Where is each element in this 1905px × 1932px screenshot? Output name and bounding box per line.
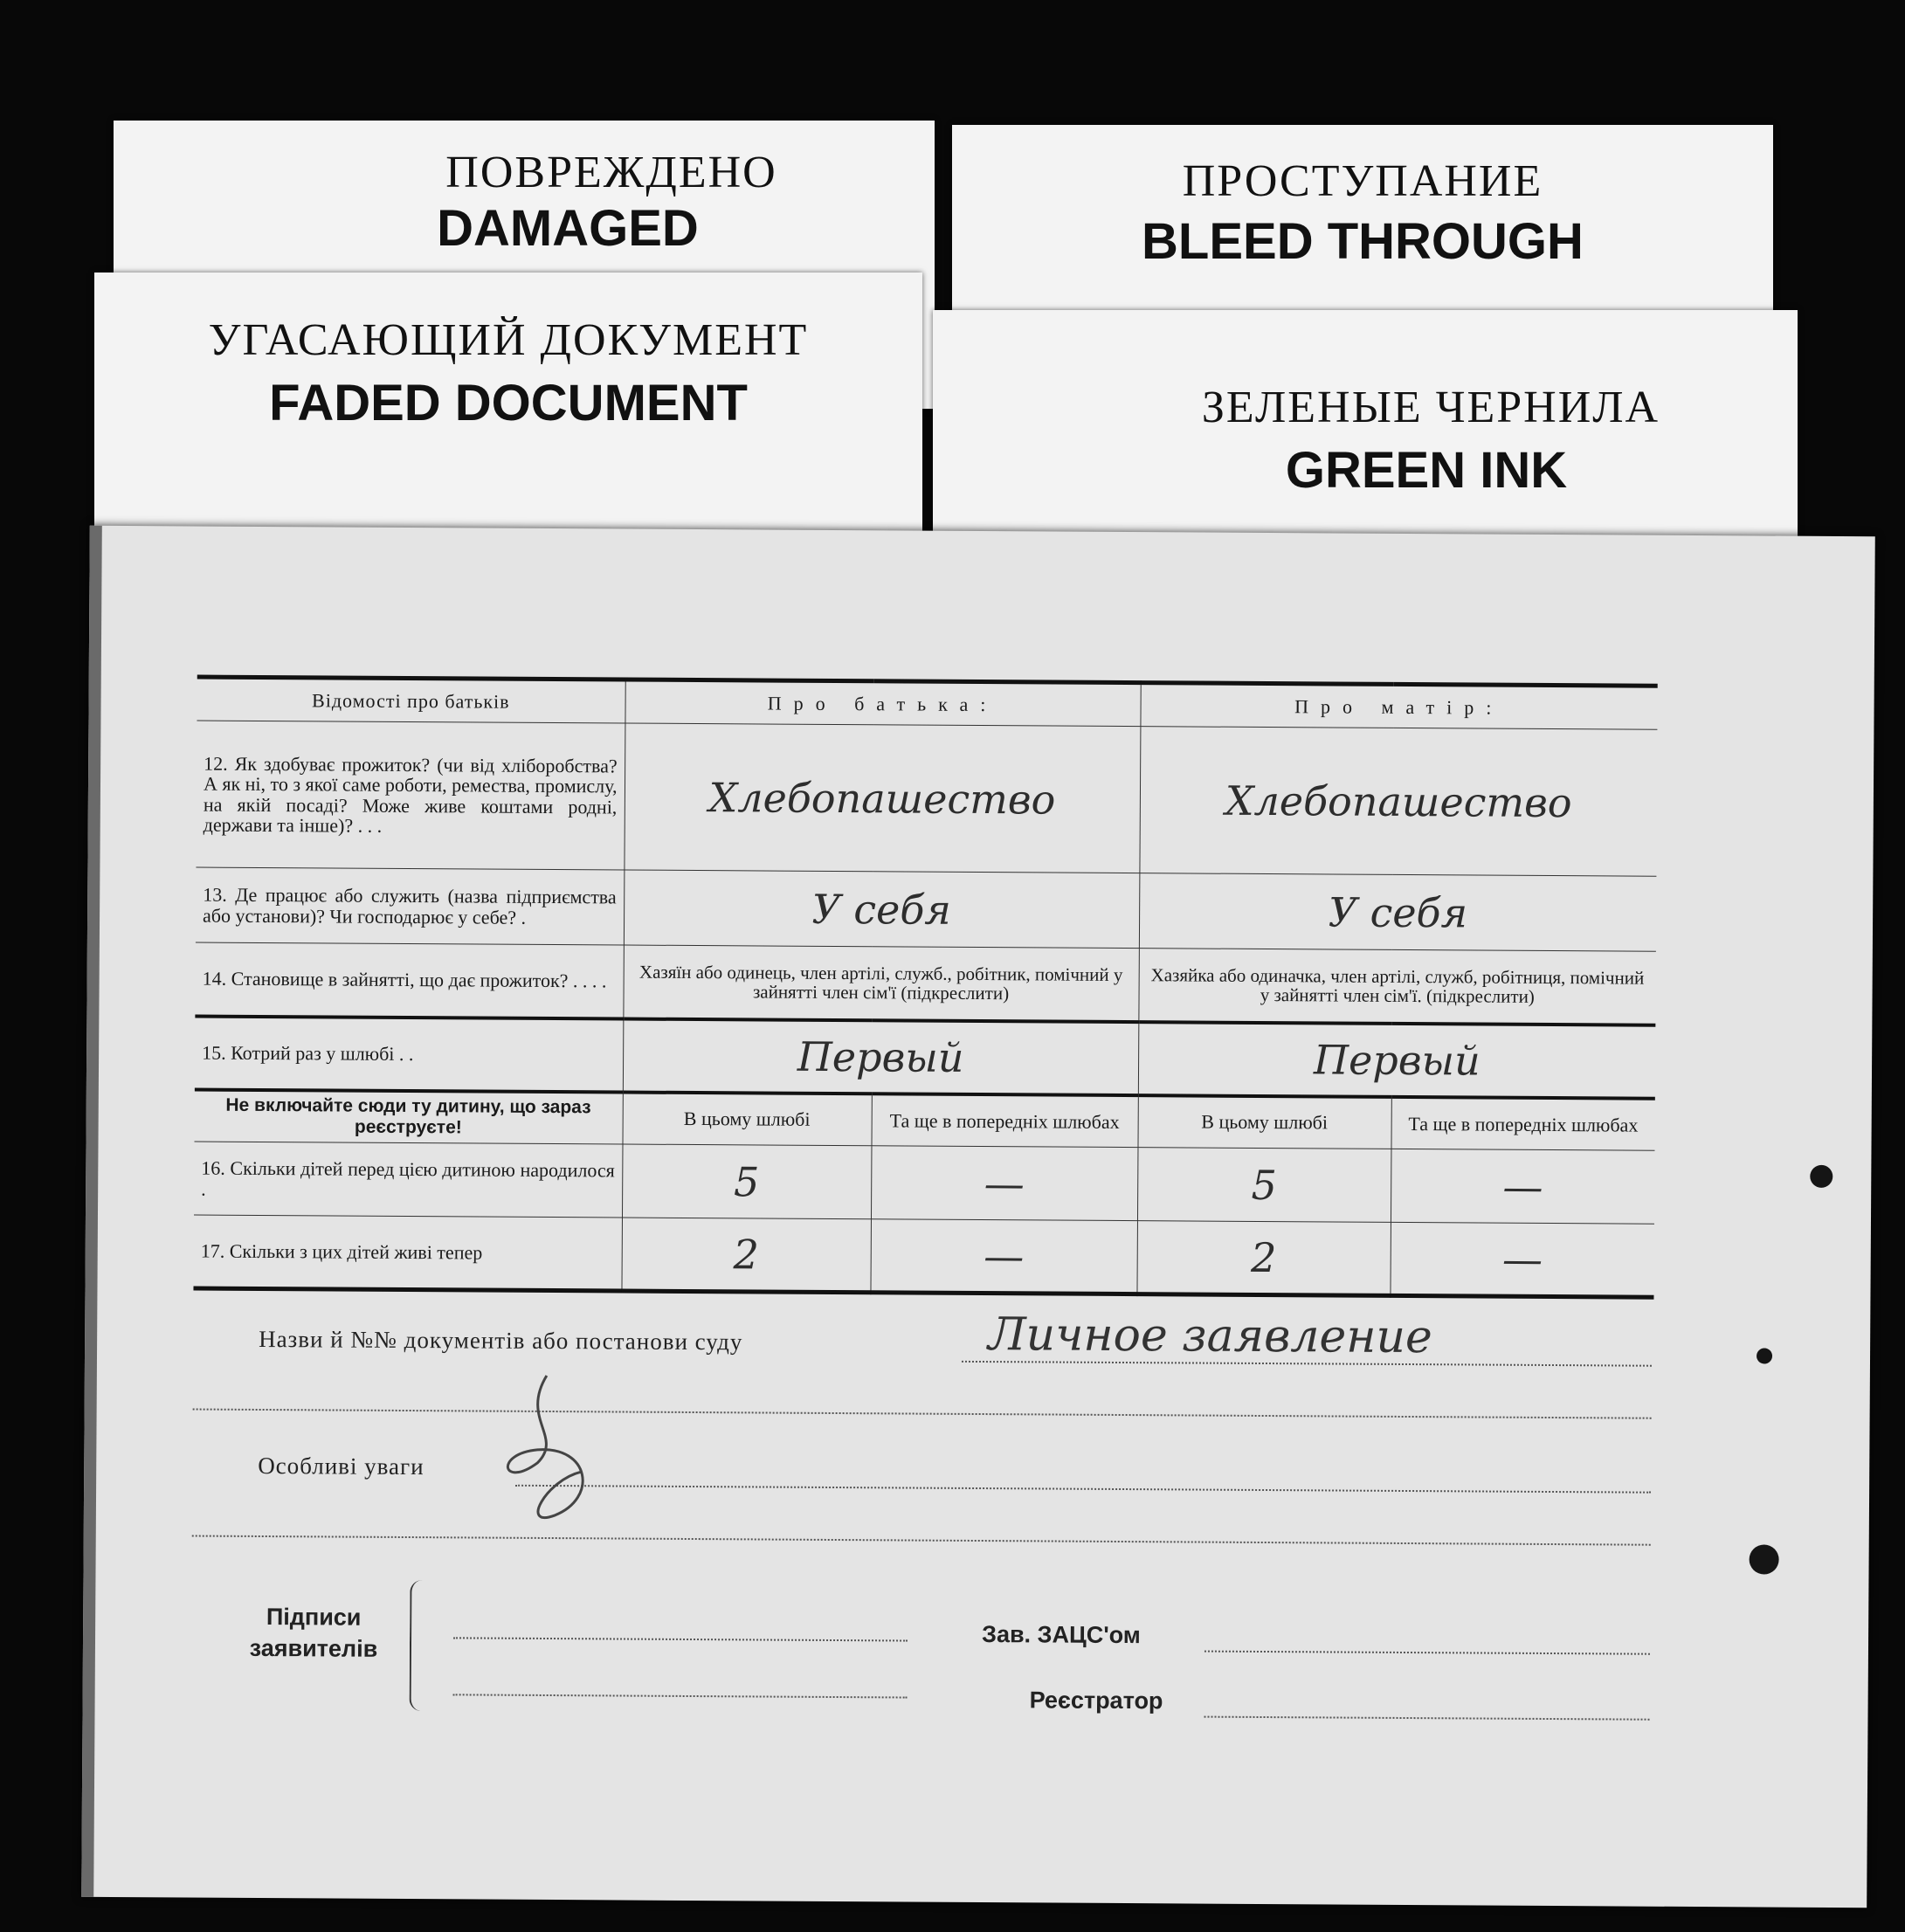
head-zags-label: Зав. ЗАЦС'ом [981, 1621, 1141, 1649]
parents-info-table [193, 675, 1657, 1300]
punch-hole [1810, 1165, 1833, 1188]
answer-15-father: Первый [623, 1018, 1139, 1095]
answer-15-mother: Первый [1138, 1022, 1656, 1099]
header-father-this-marriage: В цьому шлюбі [622, 1092, 871, 1146]
signature-mark [485, 1367, 625, 1542]
label-en: FADED DOCUMENT [269, 375, 748, 431]
label-ru: УГАСАЮЩИЙ ДОКУМЕНТ [208, 315, 809, 365]
question-15: 15. Котрий раз у шлюбі . . [195, 1016, 624, 1092]
answer-16-mother-this: 5 [1137, 1148, 1391, 1223]
punch-hole [1750, 1544, 1779, 1574]
answer-12-father: Хлебопашество [624, 723, 1140, 873]
label-en: GREEN INK [1285, 442, 1568, 499]
header-father: Про батька: [625, 680, 1140, 727]
documents-line-2 [193, 1409, 1652, 1419]
answer-16-mother-prev: — [1391, 1149, 1655, 1224]
options-14-father: Хазяїн або одинець, член артілі, служб., робітник, помічний у зайнятті член сім'ї (підкреслити) [623, 945, 1139, 1022]
header-mother: Про матір: [1140, 683, 1657, 730]
question-12: 12. Як здобуває прожиток? (чи від хліборобства? А як ні, то з якої саме роботи, ремества, промислу, на якій посаді? Може живе коштами родні, держави та інше)? . . . [196, 721, 625, 870]
label-ru: ПОВРЕЖДЕНО [445, 148, 777, 197]
label-ru: ЗЕЛЕНЫЕ ЧЕРНИЛА [1201, 383, 1660, 432]
answer-12-mother: Хлебопашество [1139, 727, 1657, 877]
remarks-line [515, 1485, 1651, 1494]
signatures-label: Підписи заявителів [249, 1604, 378, 1663]
label-card-faded-document [94, 273, 922, 552]
document-sheet [81, 526, 1875, 1908]
question-14: 14. Становище в зайнятті, що дає прожиток? . . . . [195, 942, 624, 1018]
documents-value: Личное заявление [987, 1308, 1432, 1364]
signature-line-1 [453, 1637, 908, 1641]
answer-17-mother-prev: — [1390, 1222, 1654, 1297]
options-14-mother: Хазяйка або одиначка, член артілі, служб, робітниця, помічний у зайнятті член сім'ї. (підкреслити) [1138, 949, 1656, 1025]
answer-13-father: У себя [624, 870, 1140, 949]
label-ru: ПРОСТУПАНИЕ [1182, 156, 1543, 206]
question-16: 16. Скільки дітей перед цією дитиною народилося . [194, 1142, 623, 1218]
question-17: 17. Скільки з цих дітей живі тепер [193, 1215, 622, 1291]
punch-hole [1757, 1348, 1772, 1363]
documents-label: Назви й №№ документів або постанови суду [259, 1325, 743, 1356]
signature-line-2 [453, 1694, 908, 1698]
signatures-brace [410, 1580, 424, 1711]
answer-17-father-prev: — [870, 1219, 1137, 1294]
answer-13-mother: У себя [1139, 873, 1657, 952]
registrar-label: Реєстратор [1029, 1687, 1163, 1715]
header-mother-prev-marriages: Та ще в попередніх шлюбах [1391, 1096, 1654, 1150]
question-13: 13. Де працює або служить (назва підприємства або установи)? Чи господарює у себе? . [196, 867, 625, 945]
label-en: DAMAGED [437, 200, 699, 257]
registrar-line [1204, 1716, 1650, 1721]
answer-16-father-this: 5 [622, 1144, 872, 1219]
answer-16-father-prev: — [871, 1146, 1138, 1221]
label-en: BLEED THROUGH [1142, 213, 1584, 270]
remarks-label: Особливі уваги [258, 1452, 424, 1480]
children-note: Не включайте сюди ту дитину, що зараз реєструєте! [195, 1089, 623, 1144]
answer-17-mother-this: 2 [1136, 1221, 1391, 1296]
head-zags-line [1204, 1651, 1650, 1655]
header-mother-this-marriage: В цьому шлюбі [1137, 1095, 1391, 1149]
remarks-line-2 [192, 1535, 1651, 1546]
label-card-green-ink [933, 310, 1798, 555]
header-parents-info: Відомості про батьків [197, 677, 625, 723]
answer-17-father-this: 2 [621, 1218, 871, 1293]
header-father-prev-marriages: Та ще в попередніх шлюбах [871, 1094, 1137, 1148]
